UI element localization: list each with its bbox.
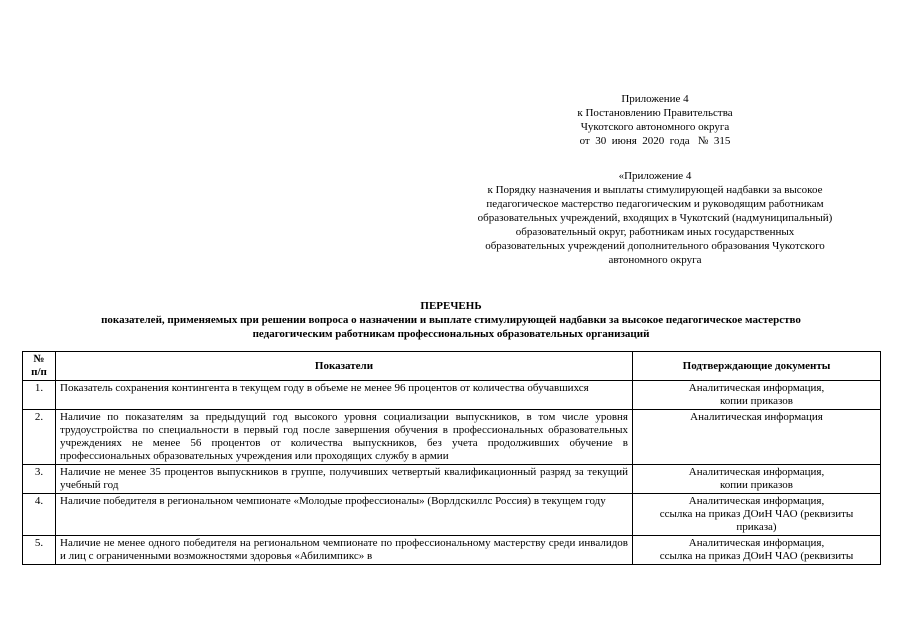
appendix-header-line: Приложение 4 (621, 93, 689, 105)
row-documents: Аналитическая информация, копии приказов (633, 465, 881, 494)
table-row (23, 494, 881, 536)
appendix-inner-line: педагогическое мастерство педагогическим и руководящим работникам (486, 198, 824, 210)
row-documents: Аналитическая информация (633, 410, 881, 465)
appendix-header (548, 92, 762, 148)
row-indicator: Наличие победителя в региональном чемпионате «Молодые профессионалы» (Ворлдскиллс Россия) в текущем году (56, 494, 633, 536)
row-indicator: Показатель сохранения контингента в текущем году в объеме не менее 96 процентов от количества обучавшихся (56, 381, 633, 410)
appendix-inner-line: образовательных учреждений дополнительного образования Чукотского (485, 240, 825, 252)
appendix-inner-line: к Порядку назначения и выплаты стимулирующей надбавки за высокое (487, 184, 823, 196)
table-row (23, 381, 881, 410)
appendix-inner-line: «Приложение 4 (618, 170, 692, 182)
header-documents: Подтверждающие документы (633, 352, 881, 381)
row-num: 4. (23, 494, 56, 536)
appendix-inner-line: автономного округа (608, 254, 702, 266)
row-indicator: Наличие не менее одного победителя на региональном чемпионате по профессиональному мастерству среди инвалидов и лиц с ограниченными возможностями здоровья «Абилимпикс» в (56, 536, 633, 565)
table-header-row (23, 352, 881, 381)
table-row (23, 536, 881, 565)
row-indicator: Наличие по показателям за предыдущий год высокого уровня социализации выпускников, в том числе уровня трудоустройства по специальности в первый год после завершения обучения в профессиональных образовательных учреждениях не менее 56 процентов от количества выпускников, без учета продолживших обучение в профессиональных образовательных учреждения или проходящих службу в армии (56, 410, 633, 465)
header-indicators: Показатели (56, 352, 633, 381)
row-documents: Аналитическая информация, копии приказов (633, 381, 881, 410)
document-title (20, 299, 882, 341)
row-num: 5. (23, 536, 56, 565)
appendix-inner-line: образовательный округ, работникам иных государственных (515, 226, 795, 238)
appendix-inner (435, 169, 875, 267)
indicators-table (22, 351, 881, 565)
appendix-header-line: от 30 июня 2020 года № 315 (579, 135, 731, 147)
row-indicator: Наличие не менее 35 процентов выпускников в группе, получивших четвертый квалификационный разряд за текущий учебный год (56, 465, 633, 494)
row-num: 2. (23, 410, 56, 465)
row-documents: Аналитическая информация, ссылка на приказ ДОиН ЧАО (реквизиты (633, 536, 881, 565)
title-heading: ПЕРЕЧЕНЬ (420, 300, 482, 312)
table-row (23, 465, 881, 494)
appendix-header-line: к Постановлению Правительства (577, 107, 733, 119)
header-num: № п/п (23, 352, 56, 381)
appendix-inner-line: образовательных учреждений, входящих в Чукотский (надмуниципальный) (477, 212, 833, 224)
table-row (23, 410, 881, 465)
appendix-header-line: Чукотского автономного округа (580, 121, 730, 133)
title-line: показателей, применяемых при решении вопроса о назначении и выплате стимулирующей надбавки за высокое педагогическое мастерство (101, 314, 801, 326)
title-line: педагогическим работникам профессиональных образовательных организаций (252, 328, 650, 340)
row-num: 1. (23, 381, 56, 410)
row-num: 3. (23, 465, 56, 494)
row-documents: Аналитическая информация, ссылка на приказ ДОиН ЧАО (реквизиты приказа) (633, 494, 881, 536)
